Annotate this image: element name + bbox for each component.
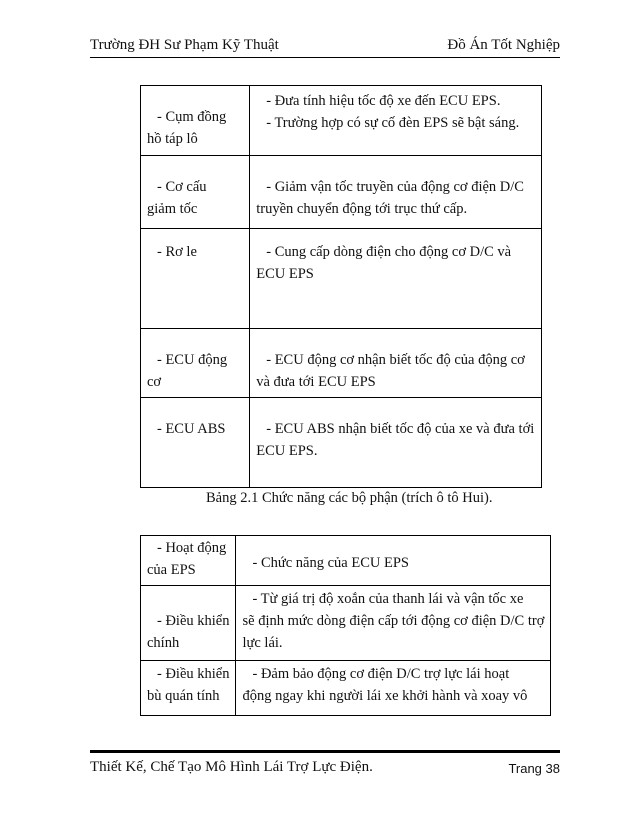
- ecu-function-table: [140, 535, 551, 716]
- mode-cell: - Điều khiển bù quán tính: [141, 661, 236, 716]
- footer-title: Thiết Kế, Chế Tạo Mô Hình Lái Trợ Lực Điện.: [90, 759, 373, 775]
- header-school: Trường ĐH Sư Phạm Kỹ Thuật: [90, 37, 279, 53]
- table-row: [141, 86, 542, 156]
- function-cell: - Đảm bảo động cơ điện D/C trợ lực lái hoạt động ngay khi người lái xe khởi hành và xoay vô: [236, 661, 551, 716]
- table-row: [141, 156, 542, 229]
- function-cell: - Đưa tính hiệu tốc độ xe đến ECU EPS. - Trường hợp có sự cố đèn EPS sẽ bật sáng.: [250, 86, 542, 156]
- table-row: [141, 329, 542, 398]
- parts-function-table: [140, 85, 542, 488]
- page-footer: [90, 750, 560, 776]
- table-row: [141, 229, 542, 329]
- table-row: [141, 398, 542, 488]
- part-cell: - ECU ABS: [141, 398, 250, 488]
- part-cell: - ECU động cơ: [141, 329, 250, 398]
- page-number: Trang 38: [508, 761, 560, 776]
- function-cell: - Cung cấp dòng điện cho động cơ D/C và ECU EPS: [250, 229, 542, 329]
- part-cell: - Cơ cấu giảm tốc: [141, 156, 250, 229]
- mode-header-cell: - Hoạt động của EPS: [141, 536, 236, 586]
- function-cell: - Từ giá trị độ xoắn của thanh lái và vận tốc xe sẽ định mức dòng điện cấp tới động cơ điện D/C trợ lực lái.: [236, 586, 551, 661]
- header-project: Đồ Án Tốt Nghiệp: [447, 37, 560, 53]
- part-cell: - Rơ le: [141, 229, 250, 329]
- table-row: [141, 586, 551, 661]
- function-header-cell: - Chức năng của ECU EPS: [236, 536, 551, 586]
- part-cell: - Cụm đồng hồ táp lô: [141, 86, 250, 156]
- function-cell: - Giảm vận tốc truyền của động cơ điện D/C truyền chuyển động tới trục thứ cấp.: [250, 156, 542, 229]
- mode-cell: - Điều khiển chính: [141, 586, 236, 661]
- function-cell: - ECU ABS nhận biết tốc độ của xe và đưa tới ECU EPS.: [250, 398, 542, 488]
- function-cell: - ECU động cơ nhận biết tốc độ của động cơ và đưa tới ECU EPS: [250, 329, 542, 398]
- table-row: [141, 661, 551, 716]
- page-header: [90, 35, 560, 58]
- table-caption: Bảng 2.1 Chức năng các bộ phận (trích ô tô Hui).: [206, 490, 493, 506]
- table-header-row: [141, 536, 551, 586]
